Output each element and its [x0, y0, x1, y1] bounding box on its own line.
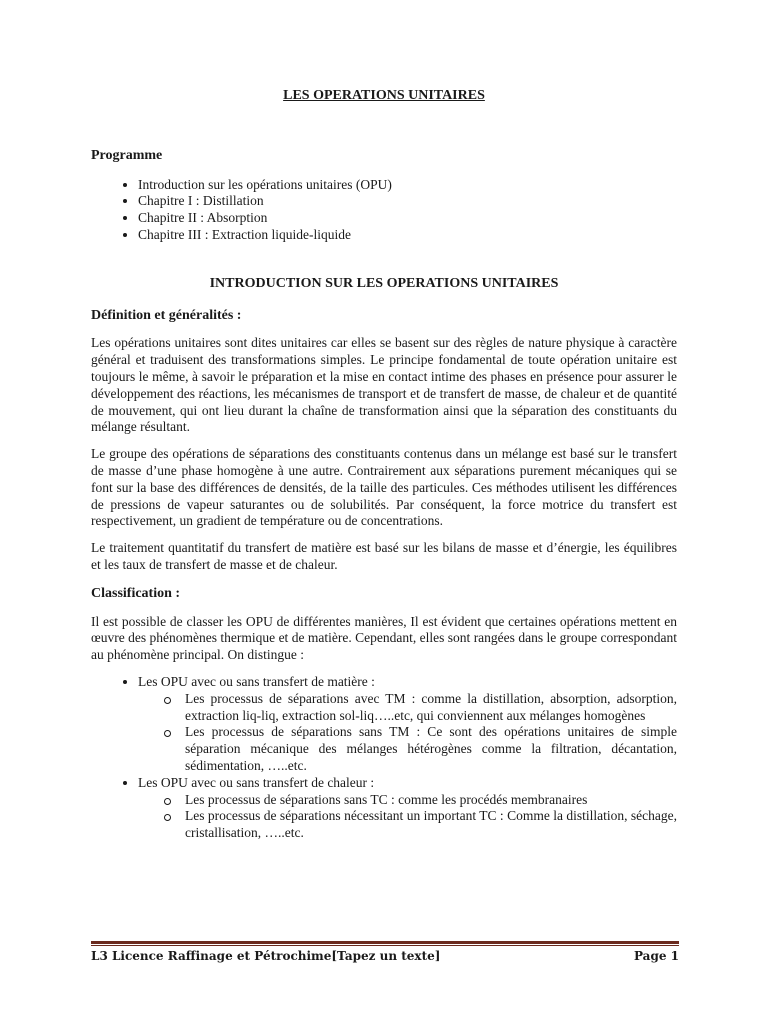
programme-list	[91, 177, 677, 244]
page-number: Page 1	[633, 949, 679, 963]
footer-divider	[91, 941, 679, 944]
page-content	[91, 88, 677, 842]
page-footer	[91, 948, 679, 965]
classification-heading: Classification :	[91, 585, 181, 601]
footer-left-text: L3 Licence Raffinage et Pétrochime[Tapez un texte]	[91, 949, 441, 963]
group-label: Les OPU avec ou sans transfert de matière :	[138, 673, 375, 689]
paragraph: Le groupe des opérations de séparations des constituants contenus dans un mélange est basé sur le transfert de masse d’une phase homogène à une autre. Contrairement aux séparations purement mécaniques qui se font sur la base des différences de densités, de la taille des particules. Ces méthodes utilisent les différences de pressions de vapeur saturantes ou de solubilités. Par conséquent, la force motrice du transfert est respectivement, un gradient de température ou de concentrations.	[91, 446, 677, 529]
sub-list-item: Les processus de séparations sans TC : comme les procédés membranaires	[185, 792, 677, 809]
intro-heading: INTRODUCTION SUR LES OPERATIONS UNITAIRES	[209, 275, 559, 291]
list-item	[138, 674, 677, 775]
paragraph: Il est possible de classer les OPU de différentes manières, Il est évident que certaines opérations mettent en œuvre des phénomènes thermique et de matière. Cependant, elles sont rangées dans le groupe correspondant au phénomène principal. On distingue :	[91, 613, 677, 663]
list-item: • Chapitre I : Distillation	[138, 193, 677, 210]
sub-list-item: Les processus de séparations sans TM : Ce sont des opérations unitaires de simple séparation mécanique des mélanges hétérogènes comme la filtration, décantation, sédimentation, …..etc.	[185, 724, 677, 773]
group-label: Les OPU avec ou sans transfert de chaleur :	[138, 774, 375, 790]
sub-list	[138, 792, 677, 842]
sub-list	[138, 691, 677, 775]
paragraph: Les opérations unitaires sont dites unitaires car elles se basent sur des règles de nature physique à caractère général et traduisent des transformations simples. Le principe fondamental de toute opération unitaire est toujours le même, à savoir le préparation et la mise en contact intime des phases en présence pour assurer le développement des réactions, les mécanismes de transport et de transfert de masse, de chaleur et de quantité de mouvement, qui ont lieu durant la chaîne de transformation ainsi que la séparation des constituants du mélange résultant.	[91, 335, 677, 435]
list-item: • Introduction sur les opérations unitaires (OPU)	[138, 177, 677, 194]
definition-heading: Définition et généralités :	[91, 307, 242, 323]
list-item: • Chapitre III : Extraction liquide-liquide	[138, 227, 677, 244]
list-item	[138, 775, 677, 842]
programme-heading: Programme	[91, 147, 163, 163]
paragraph: Le traitement quantitatif du transfert de matière est basé sur les bilans de masse et d’énergie, les équilibres et les taux de transfert de masse et de chaleur.	[91, 540, 677, 572]
list-item: • Chapitre II : Absorption	[138, 210, 677, 227]
sub-list-item: Les processus de séparations avec TM : comme la distillation, absorption, adsorption, extraction liq-liq, extraction sol-liq…..etc, qui conviennent aux mélanges homogènes	[185, 690, 677, 723]
document-title: LES OPERATIONS UNITAIRES	[283, 88, 485, 103]
classification-list	[91, 674, 677, 842]
sub-list-item: Les processus de séparations nécessitant un important TC : Comme la distillation, séchage, cristallisation, …..etc.	[185, 808, 677, 841]
footer-divider	[91, 945, 679, 946]
